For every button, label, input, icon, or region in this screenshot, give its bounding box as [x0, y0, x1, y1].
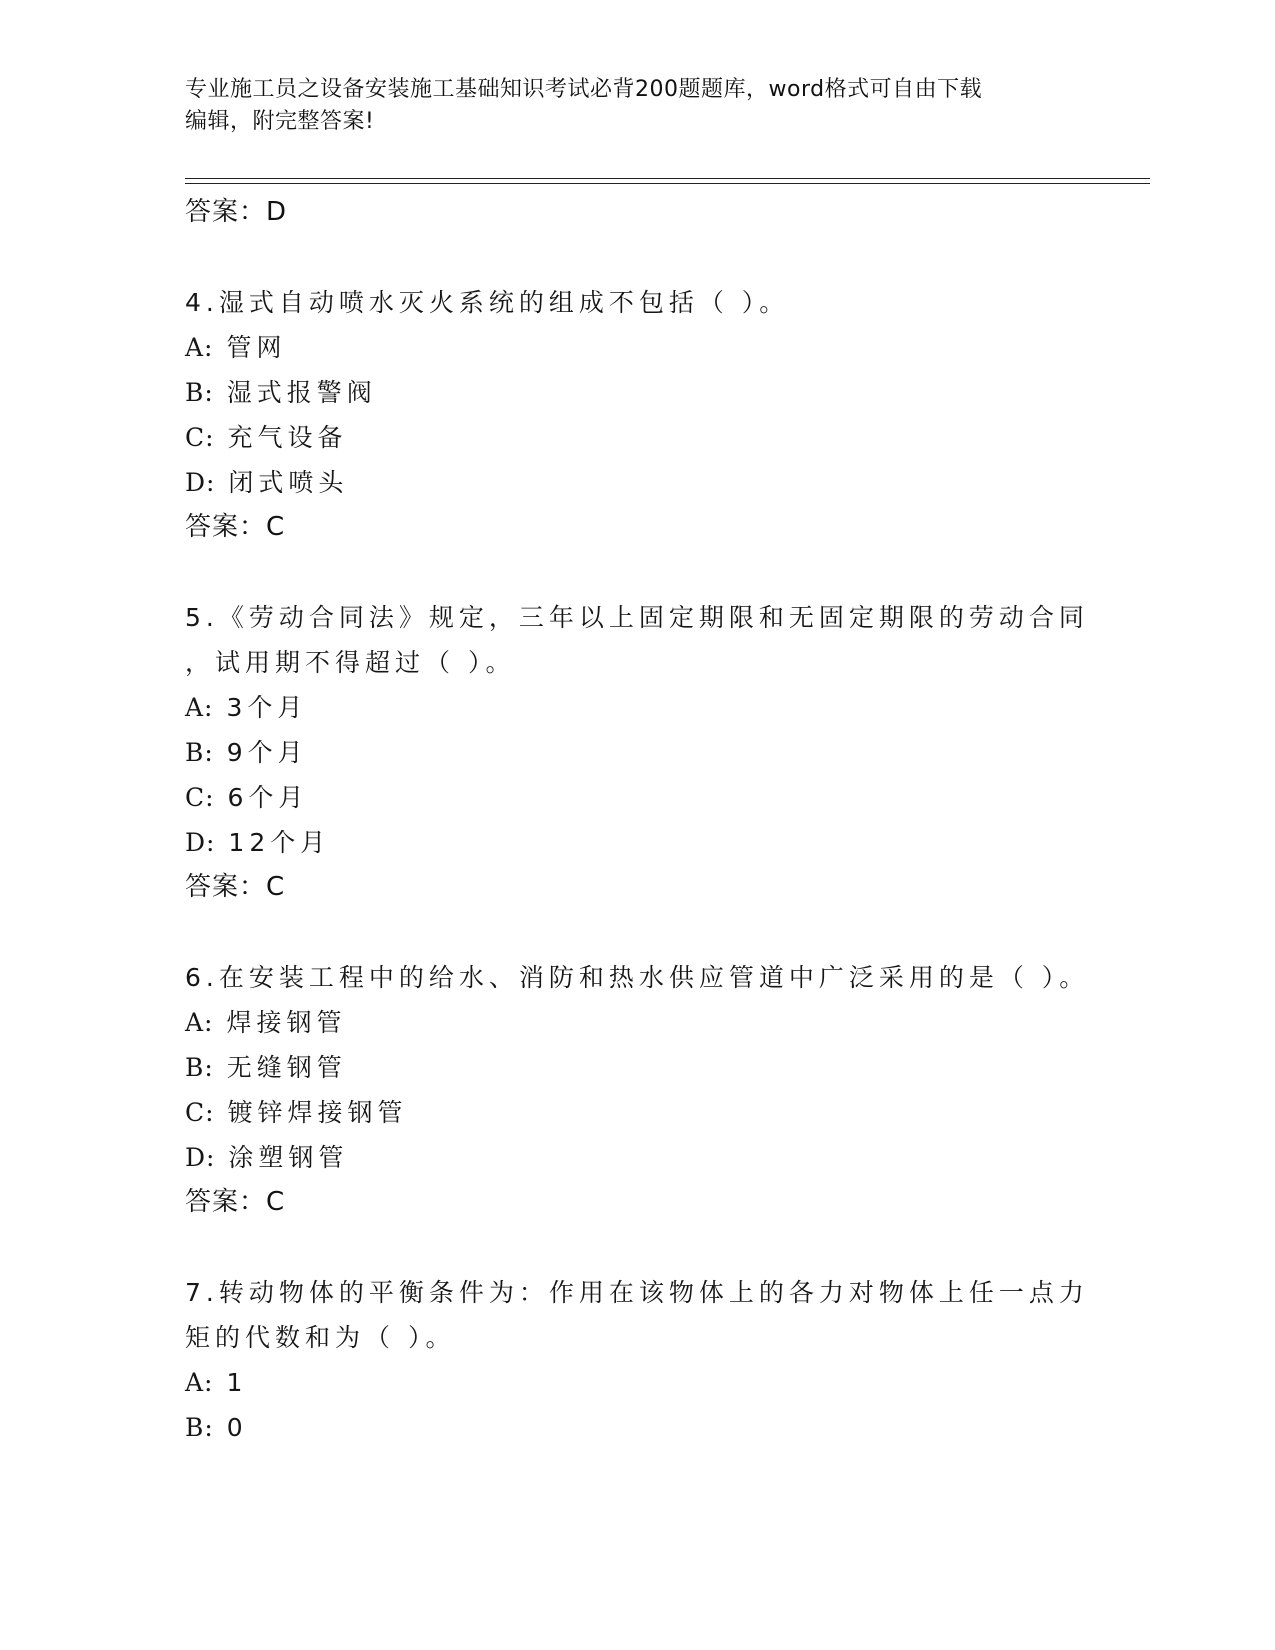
- question-text-continued: ，试用期不得超过（ ）。: [185, 648, 516, 677]
- option-key: D:: [185, 468, 216, 497]
- option-a: [185, 685, 1085, 730]
- question-5: [185, 595, 1089, 910]
- option-a: [185, 1000, 1085, 1045]
- spacer: [185, 550, 1085, 595]
- option-d: [185, 460, 1085, 505]
- option-key: B:: [185, 378, 214, 407]
- header-title-line-1: 专业施工员之设备安装施工基础知识考试必背200题题库，word格式可自由下载: [185, 77, 983, 102]
- option-key: C:: [185, 423, 215, 452]
- document-header: [185, 74, 1065, 138]
- option-text: 1: [226, 1368, 248, 1397]
- option-d: [185, 1135, 1085, 1180]
- option-text: 管网: [226, 333, 287, 362]
- question-text: 6.在安装工程中的给水、消防和热水供应管道中广泛采用的是（ ）。: [185, 963, 1090, 992]
- option-text: 充气设备: [227, 423, 348, 452]
- previous-answer: 答案：D: [185, 197, 288, 227]
- answer: 答案：C: [185, 1187, 286, 1217]
- option-text: 6个月: [227, 783, 309, 812]
- spacer: [185, 235, 1085, 280]
- option-key: A:: [185, 1368, 214, 1397]
- header-title-line-2: 编辑，附完整答案!: [185, 109, 375, 134]
- question-text: 5.《劳动合同法》规定，三年以上固定期限和无固定期限的劳动合同: [185, 603, 1089, 632]
- question-text: 7.转动物体的平衡条件为：作用在该物体上的各力对物体上任一点力: [185, 1278, 1089, 1307]
- answer: 答案：C: [185, 512, 286, 542]
- question-text-continued: 矩的代数和为（ ）。: [185, 1323, 456, 1352]
- spacer: [185, 910, 1085, 955]
- option-b: [185, 1045, 1085, 1090]
- option-text: 镀锌焊接钢管: [227, 1098, 408, 1127]
- spacer: [185, 1225, 1085, 1270]
- option-text: 9个月: [226, 738, 308, 767]
- option-text: 无缝钢管: [226, 1053, 347, 1082]
- option-key: C:: [185, 1098, 215, 1127]
- option-b: [185, 730, 1085, 775]
- option-key: C:: [185, 783, 215, 812]
- option-c: [185, 775, 1085, 820]
- option-a: [185, 1360, 1085, 1405]
- option-text: 3个月: [226, 693, 308, 722]
- option-text: 12个月: [228, 828, 331, 857]
- question-6: [185, 955, 1090, 1225]
- option-d: [185, 820, 1085, 865]
- option-text: 焊接钢管: [226, 1008, 347, 1037]
- question-text: 4.湿式自动喷水灭火系统的组成不包括（ ）。: [185, 288, 790, 317]
- option-text: 涂塑钢管: [228, 1143, 349, 1172]
- option-key: B:: [185, 1053, 214, 1082]
- option-a: [185, 325, 1085, 370]
- option-key: B:: [185, 1413, 214, 1442]
- option-b: [185, 1405, 1085, 1450]
- option-key: A:: [185, 333, 214, 362]
- option-key: A:: [185, 1008, 214, 1037]
- option-text: 0: [226, 1413, 248, 1442]
- option-b: [185, 370, 1085, 415]
- header-divider-top: [185, 178, 1150, 179]
- document-body: [185, 190, 1090, 1450]
- option-key: A:: [185, 693, 214, 722]
- question-7: [185, 1270, 1089, 1450]
- option-key: B:: [185, 738, 214, 767]
- option-c: [185, 415, 1085, 460]
- option-key: D:: [185, 828, 216, 857]
- question-4: [185, 280, 1085, 550]
- option-text: 湿式报警阀: [226, 378, 377, 407]
- option-key: D:: [185, 1143, 216, 1172]
- option-text: 闭式喷头: [228, 468, 349, 497]
- option-c: [185, 1090, 1085, 1135]
- header-divider-bottom: [185, 183, 1150, 184]
- answer: 答案：C: [185, 872, 286, 902]
